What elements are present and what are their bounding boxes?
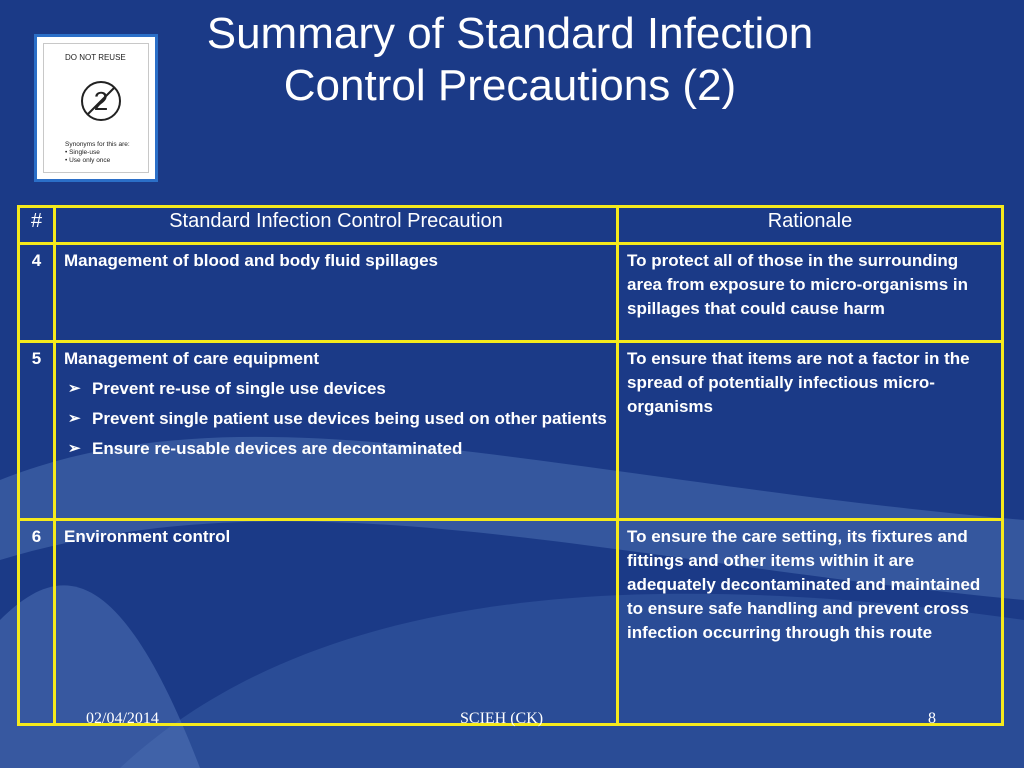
no-reuse-symbol-icon [79, 79, 123, 123]
row-number: 6 [19, 520, 55, 725]
precautions-table [17, 205, 1004, 726]
precaution-title: Management of blood and body fluid spillages [64, 251, 439, 270]
slide-title [150, 8, 870, 112]
symbol-digit: 2 [93, 86, 109, 116]
bullet-text: Ensure re-usable devices are decontaminated [92, 439, 463, 458]
table-row [19, 520, 1003, 725]
precaution-cell [55, 342, 618, 520]
row-number: 5 [19, 342, 55, 520]
bullet-item [64, 407, 608, 431]
card-synonyms [65, 141, 130, 165]
precaution-cell [55, 244, 618, 342]
title-line-2: Control Precautions (2) [283, 61, 737, 110]
table-header-row [19, 207, 1003, 244]
rationale-cell: To protect all of those in the surrounding area from exposure to micro-organisms in spillages that could cause harm [618, 244, 1003, 342]
table-row [19, 244, 1003, 342]
synonym-item: • Single-use [65, 149, 100, 156]
header-rationale: Rationale [618, 207, 1003, 244]
table-row [19, 342, 1003, 520]
title-line-1: Summary of Standard Infection [206, 9, 814, 58]
do-not-reuse-card [34, 34, 158, 182]
footer-author: SCIEH (CK) [460, 710, 544, 727]
header-number: # [19, 207, 55, 244]
precaution-title: Environment control [64, 527, 231, 546]
rationale-cell: To ensure that items are not a factor in the spread of potentially infectious micro-organisms [618, 342, 1003, 520]
bullet-text: Prevent re-use of single use devices [92, 379, 386, 398]
precaution-title: Management of care equipment [64, 349, 320, 368]
rationale-cell: To ensure the care setting, its fixtures and fittings and other items within it are adequately decontaminated and maintained to ensure safe handling and prevent cross infection occurring through this route [618, 520, 1003, 725]
precaution-cell [55, 520, 618, 725]
row-number: 4 [19, 244, 55, 342]
synonym-item: • Use only once [65, 157, 111, 164]
bullet-item [64, 437, 608, 461]
synonyms-title: Synonyms for this are: [65, 141, 130, 148]
arrow-bullet-icon: ➢ [68, 380, 81, 397]
footer-date: 02/04/2014 [86, 710, 159, 727]
bullet-text: Prevent single patient use devices being used on other patients [92, 409, 607, 428]
header-precaution: Standard Infection Control Precaution [55, 207, 618, 244]
bullet-item [64, 377, 608, 401]
card-heading: DO NOT REUSE [65, 53, 126, 62]
arrow-bullet-icon: ➢ [68, 440, 81, 457]
footer-page-number: 8 [928, 710, 936, 727]
arrow-bullet-icon: ➢ [68, 410, 81, 427]
